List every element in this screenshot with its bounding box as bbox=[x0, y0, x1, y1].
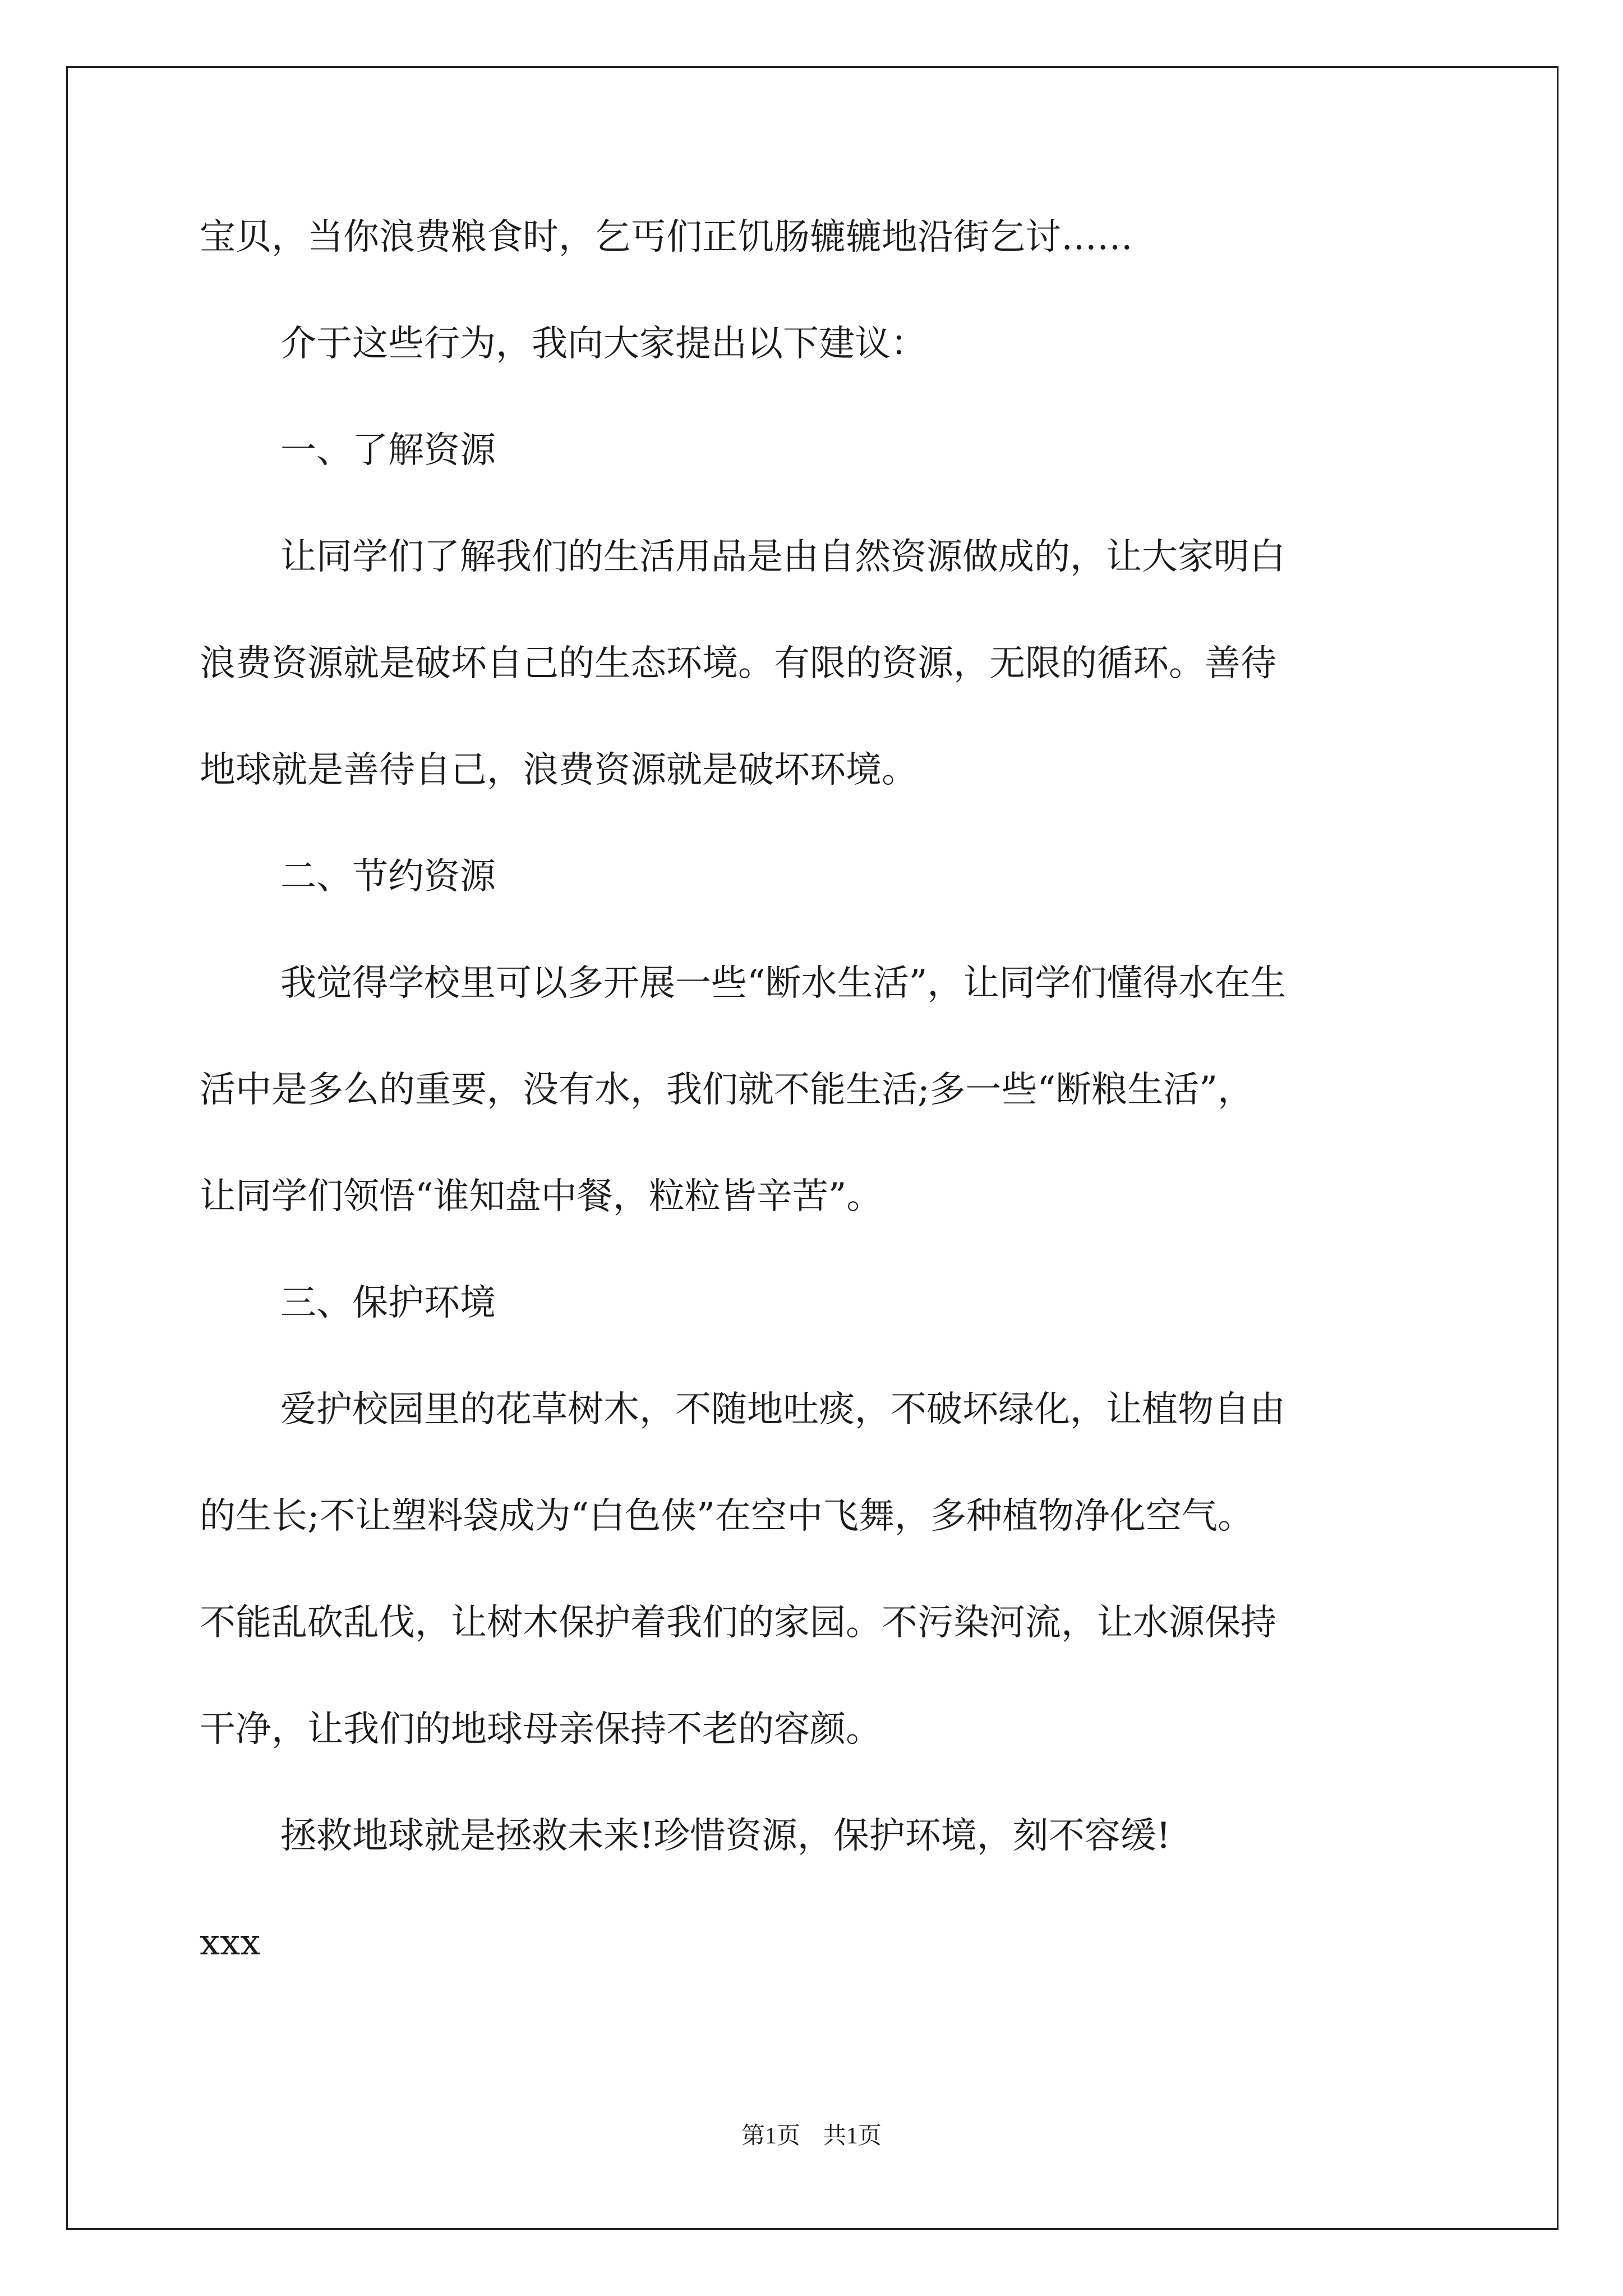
paragraph-line: 地球就是善待自己，浪费资源就是破坏环境。 bbox=[200, 749, 917, 791]
paragraph-line: 不能乱砍乱伐，让树木保护着我们的家园。不污染河流，让水源保持 bbox=[200, 1602, 1276, 1644]
signature: xxx bbox=[200, 1922, 261, 1963]
closing-slogan: 拯救地球就是拯救未来!珍惜资源，保护环境，刻不容缓! bbox=[280, 1815, 1171, 1857]
paragraph-line: 活中是多么的重要，没有水，我们就不能生活;多一些“断粮生活”， bbox=[200, 1069, 1253, 1111]
paragraph-line: 的生长;不让塑料袋成为“白色侠”在空中飞舞，多种植物净化空气。 bbox=[200, 1496, 1253, 1537]
section-heading-understand-resources: 一、了解资源 bbox=[280, 430, 496, 471]
paragraph-line: 介于这些行为，我向大家提出以下建议： bbox=[280, 323, 926, 365]
section-heading-protect-environment: 三、保护环境 bbox=[280, 1282, 496, 1324]
page-footer bbox=[0, 2119, 1623, 2153]
page-number: 第1页 bbox=[741, 2123, 800, 2149]
paragraph-line: 宝贝，当你浪费粮食时，乞丐们正饥肠辘辘地沿街乞讨…… bbox=[200, 217, 1133, 258]
paragraph-line: 干净，让我们的地球母亲保持不老的容颜。 bbox=[200, 1709, 882, 1750]
paragraph-line: 让同学们了解我们的生活用品是由自然资源做成的，让大家明白 bbox=[280, 536, 1285, 578]
paragraph-line: 让同学们领悟“谁知盘中餐，粒粒皆辛苦”。 bbox=[200, 1176, 883, 1217]
page-frame bbox=[66, 66, 1559, 2230]
paragraph-line: 浪费资源就是破坏自己的生态环境。有限的资源，无限的循环。善待 bbox=[200, 643, 1276, 684]
paragraph-line: 我觉得学校里可以多开展一些“断水生活”，让同学们懂得水在生 bbox=[280, 963, 1287, 1004]
section-heading-save-resources: 二、节约资源 bbox=[280, 856, 496, 898]
page-total: 共1页 bbox=[823, 2123, 882, 2149]
paragraph-line: 爱护校园里的花草树木，不随地吐痰，不破坏绿化，让植物自由 bbox=[280, 1389, 1285, 1430]
